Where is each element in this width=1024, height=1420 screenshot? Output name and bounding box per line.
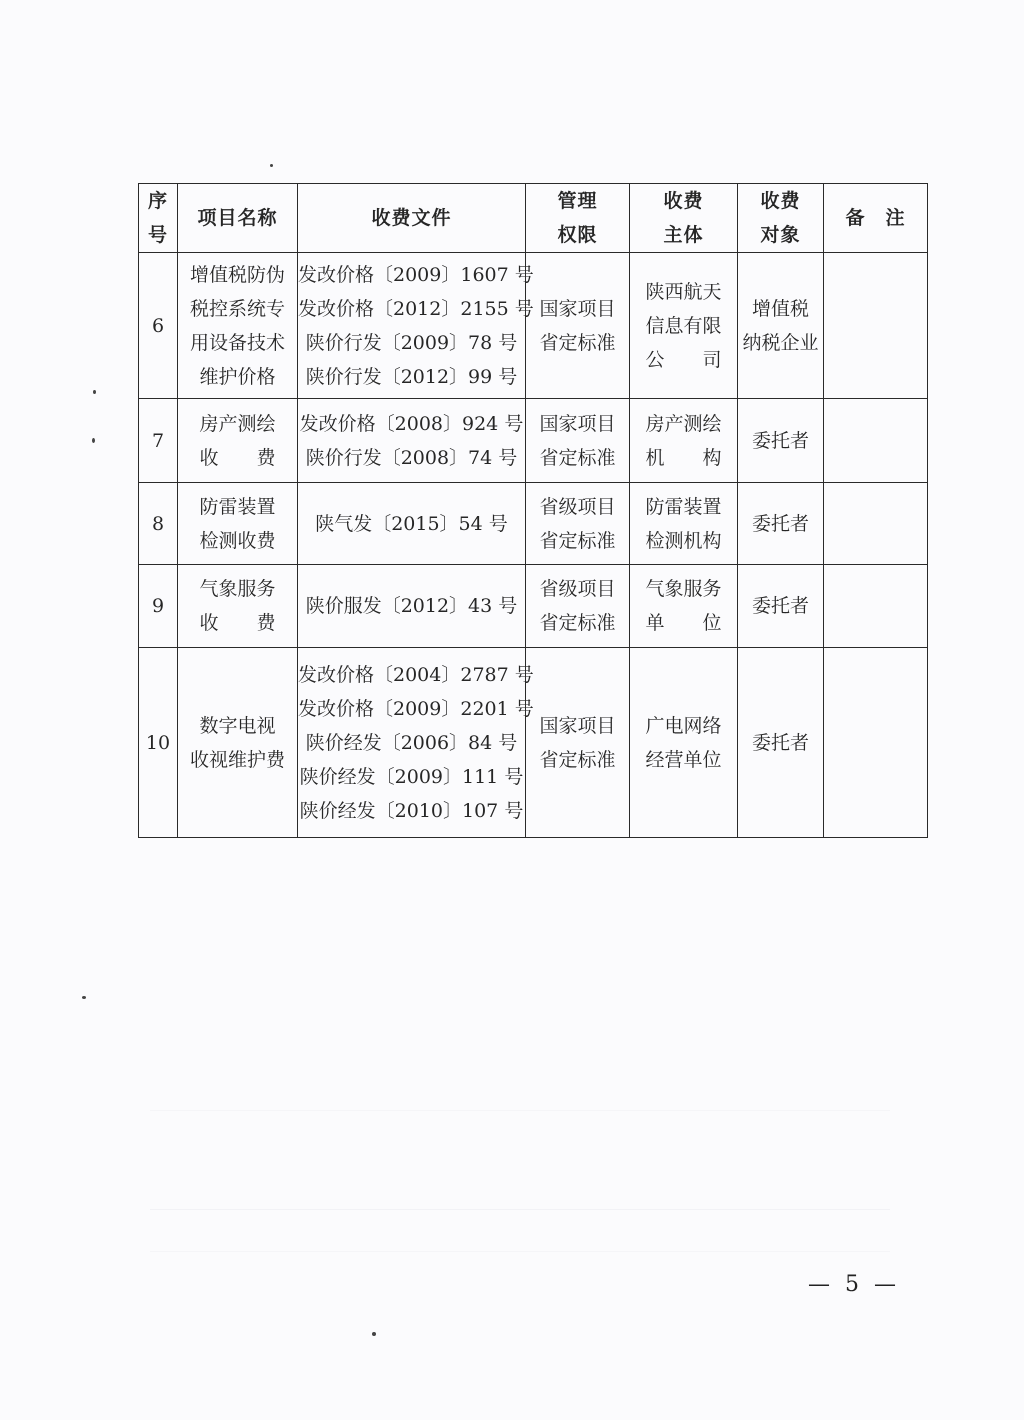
cell-remark — [824, 253, 928, 399]
header-authority: 管理 权限 — [526, 184, 630, 253]
cell-docs: 发改价格〔2004〕2787 号 发改价格〔2009〕2201 号 陕价经发〔2006〕84 号 陕价经发〔2009〕111 号 陕价经发〔2010〕107 号 — [298, 648, 526, 838]
cell-no: 7 — [139, 399, 178, 483]
header-subject: 收费 主体 — [630, 184, 738, 253]
fee-table — [138, 183, 928, 838]
cell-docs: 陕价服发〔2012〕43 号 — [298, 565, 526, 648]
cell-authority: 国家项目 省定标准 — [526, 648, 630, 838]
cell-name: 数字电视 收视维护费 — [178, 648, 298, 838]
bleed-through-area — [150, 1110, 890, 1252]
header-remark: 备 注 — [824, 184, 928, 253]
scan-speck — [270, 164, 273, 167]
table-row — [139, 253, 928, 399]
cell-docs: 发改价格〔2009〕1607 号 发改价格〔2012〕2155 号 陕价行发〔2009〕78 号 陕价行发〔2012〕99 号 — [298, 253, 526, 399]
cell-name: 防雷装置 检测收费 — [178, 483, 298, 565]
cell-remark — [824, 399, 928, 483]
cell-no: 10 — [139, 648, 178, 838]
header-name: 项目名称 — [178, 184, 298, 253]
scan-speck — [93, 390, 96, 394]
cell-subject: 防雷装置 检测机构 — [630, 483, 738, 565]
cell-target: 委托者 — [738, 399, 824, 483]
cell-target: 委托者 — [738, 483, 824, 565]
cell-name: 房产测绘 收 费 — [178, 399, 298, 483]
header-target: 收费 对象 — [738, 184, 824, 253]
scan-speck — [372, 1332, 376, 1336]
cell-no: 6 — [139, 253, 178, 399]
table-row — [139, 565, 928, 648]
page-number: — 5 — — [808, 1272, 900, 1297]
cell-remark — [824, 565, 928, 648]
cell-subject: 气象服务 单 位 — [630, 565, 738, 648]
cell-remark — [824, 483, 928, 565]
cell-authority: 省级项目 省定标准 — [526, 483, 630, 565]
cell-subject: 房产测绘 机 构 — [630, 399, 738, 483]
header-docs: 收费文件 — [298, 184, 526, 253]
cell-subject: 陕西航天 信息有限 公 司 — [630, 253, 738, 399]
cell-authority: 省级项目 省定标准 — [526, 565, 630, 648]
cell-name: 气象服务 收 费 — [178, 565, 298, 648]
cell-remark — [824, 648, 928, 838]
cell-target: 增值税 纳税企业 — [738, 253, 824, 399]
cell-docs: 发改价格〔2008〕924 号 陕价行发〔2008〕74 号 — [298, 399, 526, 483]
cell-target: 委托者 — [738, 565, 824, 648]
cell-authority: 国家项目 省定标准 — [526, 253, 630, 399]
cell-docs: 陕气发〔2015〕54 号 — [298, 483, 526, 565]
ghost-divider — [150, 1209, 890, 1210]
table-row — [139, 399, 928, 483]
cell-no: 8 — [139, 483, 178, 565]
table-header-row — [139, 184, 928, 253]
scan-speck — [82, 996, 86, 999]
cell-target: 委托者 — [738, 648, 824, 838]
cell-authority: 国家项目 省定标准 — [526, 399, 630, 483]
cell-no: 9 — [139, 565, 178, 648]
table-row — [139, 483, 928, 565]
scan-speck — [92, 438, 95, 443]
header-no: 序 号 — [139, 184, 178, 253]
cell-name: 增值税防伪 税控系统专 用设备技术 维护价格 — [178, 253, 298, 399]
cell-subject: 广电网络 经营单位 — [630, 648, 738, 838]
table-row — [139, 648, 928, 838]
